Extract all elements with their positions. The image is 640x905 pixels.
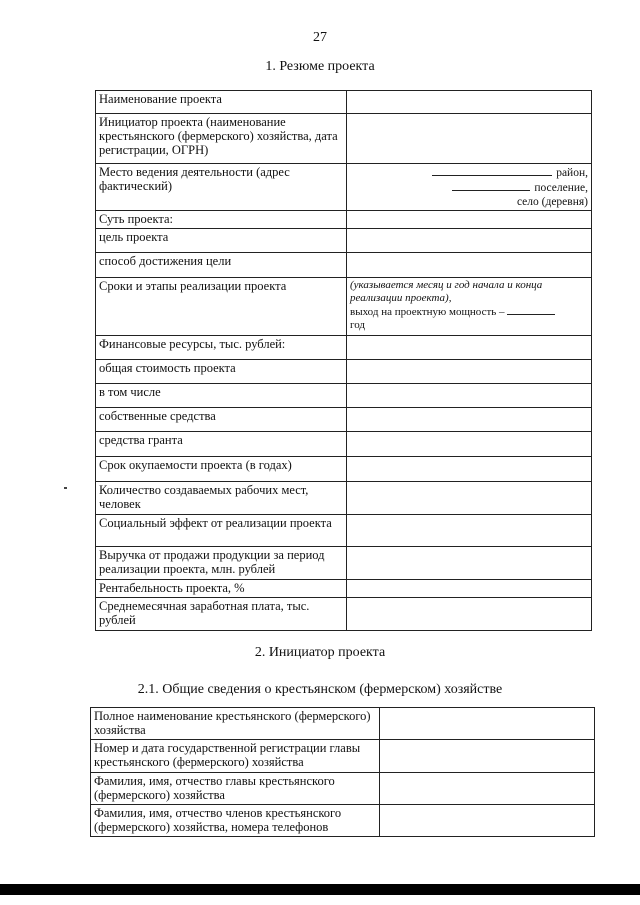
address-village-line: [350, 195, 588, 209]
row-label: Номер и дата государственной регистрации главы крестьянского (фермерского) хозяйства: [91, 740, 380, 773]
section-1-title: 1. Резюме проекта: [265, 59, 375, 74]
value-cell[interactable]: [347, 360, 592, 384]
table-row: [96, 384, 592, 408]
row-label: в том числе: [96, 384, 347, 408]
table-row: [96, 164, 592, 211]
value-cell[interactable]: [347, 547, 592, 580]
value-cell[interactable]: [347, 384, 592, 408]
table-row: [96, 91, 592, 114]
value-cell[interactable]: [347, 580, 592, 598]
table-row: [91, 708, 595, 740]
scan-speck: [64, 487, 67, 489]
value-cell[interactable]: [347, 482, 592, 515]
blank-line: [432, 165, 552, 176]
farm-info-table: [90, 707, 595, 837]
section-2-title: 2. Инициатор проекта: [254, 645, 386, 660]
value-cell[interactable]: [347, 114, 592, 164]
value-cell[interactable]: [380, 773, 595, 805]
terms-hint: (указывается месяц и год начала и конца реализации проекта),: [350, 279, 543, 304]
table-row: [91, 805, 595, 837]
value-cell[interactable]: [380, 740, 595, 773]
address-settlement-line: [350, 180, 588, 195]
blank-line: [507, 305, 555, 315]
project-summary-table: [95, 90, 592, 631]
table-row: [91, 773, 595, 805]
value-cell[interactable]: [380, 805, 595, 837]
table-row: [96, 408, 592, 432]
district-label: район,: [556, 167, 588, 179]
table-row: [96, 211, 592, 229]
row-label: Инициатор проекта (наименование крестьянского (фермерского) хозяйства, дата регистрации, ОГРН): [96, 114, 347, 164]
table-row: [96, 482, 592, 515]
year-label: год: [350, 319, 366, 331]
value-cell[interactable]: [347, 457, 592, 482]
value-cell[interactable]: [347, 336, 592, 360]
table-row: [96, 253, 592, 278]
row-label: Фамилия, имя, отчество членов крестьянского (фермерского) хозяйства, номера телефонов: [91, 805, 380, 837]
value-cell[interactable]: [380, 708, 595, 740]
table-row: [96, 360, 592, 384]
row-label: Полное наименование крестьянского (фермерского) хозяйства: [91, 708, 380, 740]
settlement-label: поселение,: [534, 182, 588, 194]
table-row: [96, 547, 592, 580]
terms-cell[interactable]: [347, 278, 592, 336]
row-label: собственные средства: [96, 408, 347, 432]
row-label: Срок окупаемости проекта (в годах): [96, 457, 347, 482]
address-district-line: [350, 165, 588, 180]
row-label: Фамилия, имя, отчество главы крестьянского (фермерского) хозяйства: [91, 773, 380, 805]
capacity-label: выход на проектную мощность –: [350, 306, 505, 318]
scan-bottom-edge: [0, 884, 640, 895]
row-label: Количество создаваемых рабочих мест, человек: [96, 482, 347, 515]
table-row: [96, 515, 592, 547]
table-row: [96, 598, 592, 631]
table-row: [96, 336, 592, 360]
blank-line: [452, 180, 530, 191]
value-cell[interactable]: [347, 432, 592, 457]
village-label: село (деревня): [516, 196, 588, 208]
table-row: [96, 432, 592, 457]
page-number: 27: [313, 30, 327, 45]
row-label: Финансовые ресурсы, тыс. рублей:: [96, 336, 347, 360]
row-label: Сроки и этапы реализации проекта: [96, 278, 347, 336]
table-row: [96, 278, 592, 336]
table-row: [96, 114, 592, 164]
table-row: [96, 229, 592, 253]
row-label: Выручка от продажи продукции за период реализации проекта, млн. рублей: [96, 547, 347, 580]
value-cell[interactable]: [347, 229, 592, 253]
address-cell[interactable]: [347, 164, 592, 211]
row-label: способ достижения цели: [96, 253, 347, 278]
value-cell[interactable]: [347, 253, 592, 278]
row-label: цель проекта: [96, 229, 347, 253]
table-row: [96, 580, 592, 598]
table-row: [91, 740, 595, 773]
row-label: Рентабельность проекта, %: [96, 580, 347, 598]
row-label: Наименование проекта: [96, 91, 347, 114]
table-row: [96, 457, 592, 482]
value-cell[interactable]: [347, 515, 592, 547]
value-cell[interactable]: [347, 91, 592, 114]
row-label: общая стоимость проекта: [96, 360, 347, 384]
row-label: Суть проекта:: [96, 211, 347, 229]
row-label: Социальный эффект от реализации проекта: [96, 515, 347, 547]
value-cell[interactable]: [347, 598, 592, 631]
row-label: Место ведения деятельности (адрес фактический): [96, 164, 347, 211]
value-cell[interactable]: [347, 211, 592, 229]
row-label: Среднемесячная заработная плата, тыс. рублей: [96, 598, 347, 631]
value-cell[interactable]: [347, 408, 592, 432]
row-label: средства гранта: [96, 432, 347, 457]
section-2-1-title: 2.1. Общие сведения о крестьянском (фермерском) хозяйстве: [137, 682, 503, 697]
